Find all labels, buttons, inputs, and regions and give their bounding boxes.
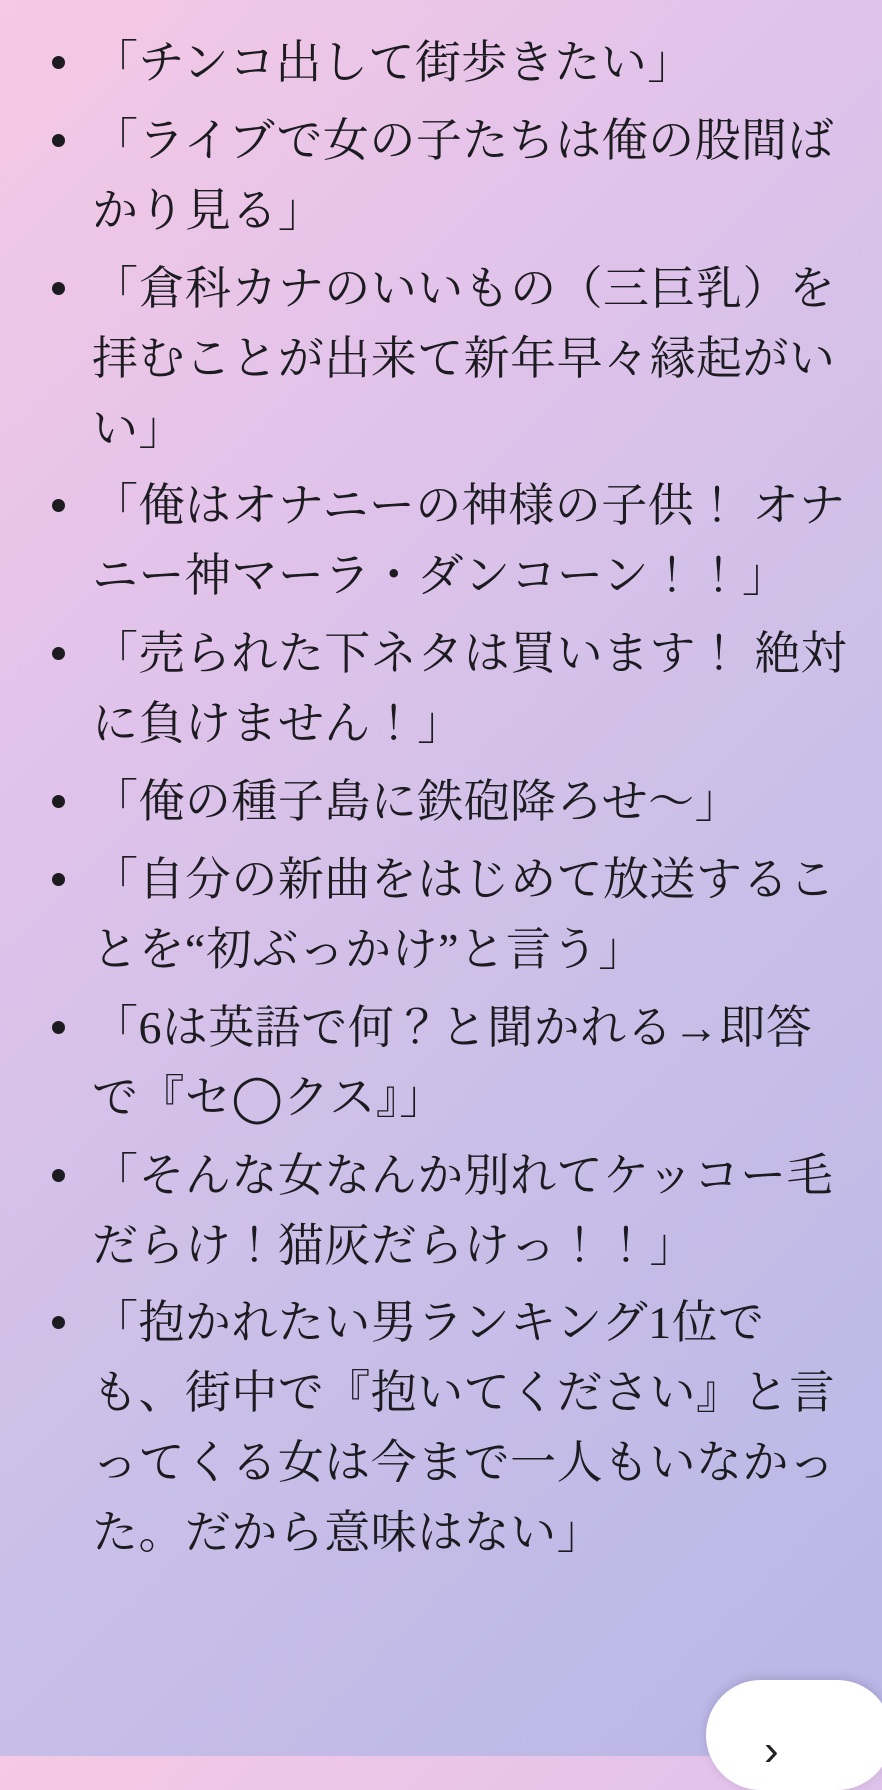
list-item: 「そんな女なんか別れてケッコー毛だらけ！猫灰だらけっ！！」 <box>30 1141 852 1281</box>
chevron-up-icon[interactable]: › <box>764 1726 779 1775</box>
list-item: 「売られた下ネタは買います！ 絶対に負けません！」 <box>30 619 852 759</box>
list-item: 「倉科カナのいいもの（三巨乳）を拝むことが出来て新年早々縁起がいい」 <box>30 254 852 464</box>
list-item: 「チンコ出して街歩きたい」 <box>30 28 852 98</box>
list-item: 「俺はオナニーの神様の子供！ オナニー神マーラ・ダンコーン！！」 <box>30 471 852 611</box>
list-item: 「俺の種子島に鉄砲降ろせ〜」 <box>30 767 852 837</box>
list-item: 「自分の新曲をはじめて放送することを“初ぶっかけ”と言う」 <box>30 845 852 985</box>
floating-action-button[interactable] <box>706 1680 882 1790</box>
list-item: 「ライブで女の子たちは俺の股間ばかり見る」 <box>30 106 852 246</box>
list-item: 「抱かれたい男ランキング1位でも、街中で『抱いてください』と言ってくる女は今まで一人もいなかった。だから意味はない」 <box>30 1288 852 1568</box>
quote-list <box>30 28 852 1568</box>
list-item: 「6は英語で何？と聞かれる→即答で『セ◯クス』」 <box>30 993 852 1133</box>
